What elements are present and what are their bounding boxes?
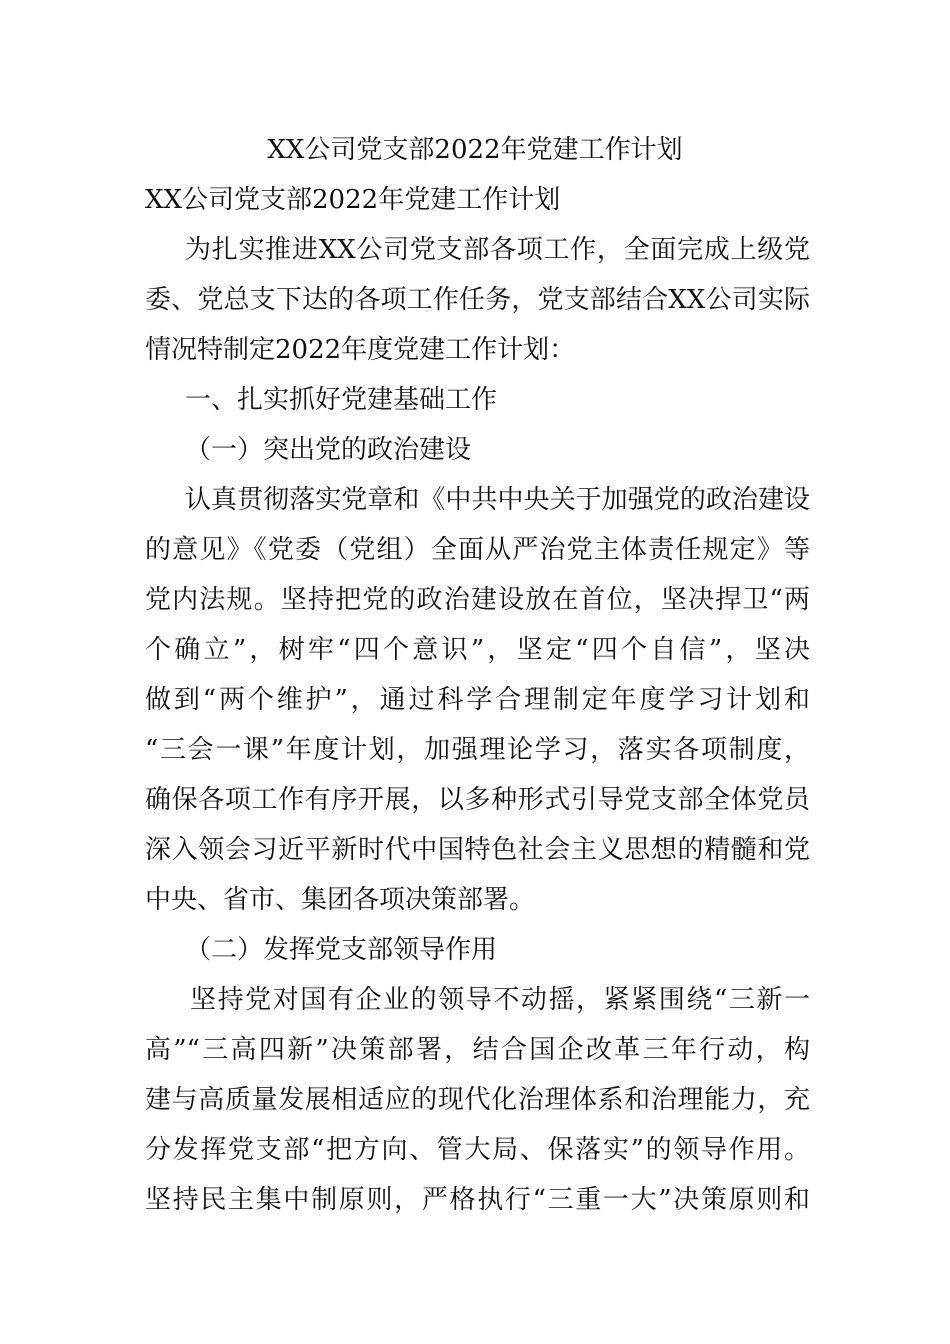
- paragraph-line: 个确立”，树牢“四个意识”，坚定“四个自信”，坚决: [145, 635, 810, 665]
- paragraph-line: 高”“三高四新”决策部署，结合国企改革三年行动，构: [145, 1035, 810, 1065]
- paragraph-line: 分发挥党支部“把方向、管大局、保落实”的领导作用。: [145, 1135, 810, 1165]
- section-heading: 一、扎实抓好党建基础工作: [185, 385, 498, 415]
- paragraph-line: 党内法规。坚持把党的政治建设放在首位，坚决捍卫“两: [145, 585, 810, 615]
- paragraph-line: 坚持民主集中制原则，严格执行“三重一大”决策原则和: [145, 1185, 810, 1215]
- paragraph-line: 建与高质量发展相适应的现代化治理体系和治理能力，充: [145, 1085, 810, 1115]
- paragraph-line: 中央、省市、集团各项决策部署。: [145, 885, 536, 915]
- subsection-heading: （二）发挥党支部领导作用: [185, 935, 498, 965]
- intro-line: 情况特制定2022年度党建工作计划：: [145, 335, 576, 365]
- paragraph-line: “三会一课”年度计划，加强理论学习，落实各项制度，: [145, 735, 810, 765]
- paragraph-line: 的意见》《党委（党组）全面从严治党主体责任规定》等: [145, 535, 810, 565]
- paragraph-line: 坚持党对国有企业的领导不动摇，紧紧围绕“三新一: [190, 985, 810, 1015]
- paragraph-line: 确保各项工作有序开展，以多种形式引导党支部全体党员: [145, 785, 810, 815]
- document-title: XX公司党支部2022年党建工作计划: [267, 135, 683, 165]
- document-subtitle: XX公司党支部2022年党建工作计划: [145, 185, 561, 215]
- intro-line: 为扎实推进XX公司党支部各项工作，全面完成上级党: [185, 235, 810, 265]
- subsection-heading: （一）突出党的政治建设: [185, 435, 472, 465]
- intro-line: 委、党总支下达的各项工作任务，党支部结合XX公司实际: [145, 285, 810, 315]
- paragraph-line: 认真贯彻落实党章和《中共中央关于加强党的政治建设: [185, 485, 810, 515]
- paragraph-line: 深入领会习近平新时代中国特色社会主义思想的精髓和党: [145, 835, 810, 865]
- paragraph-line: 做到“两个维护”，通过科学合理制定年度学习计划和: [145, 685, 810, 715]
